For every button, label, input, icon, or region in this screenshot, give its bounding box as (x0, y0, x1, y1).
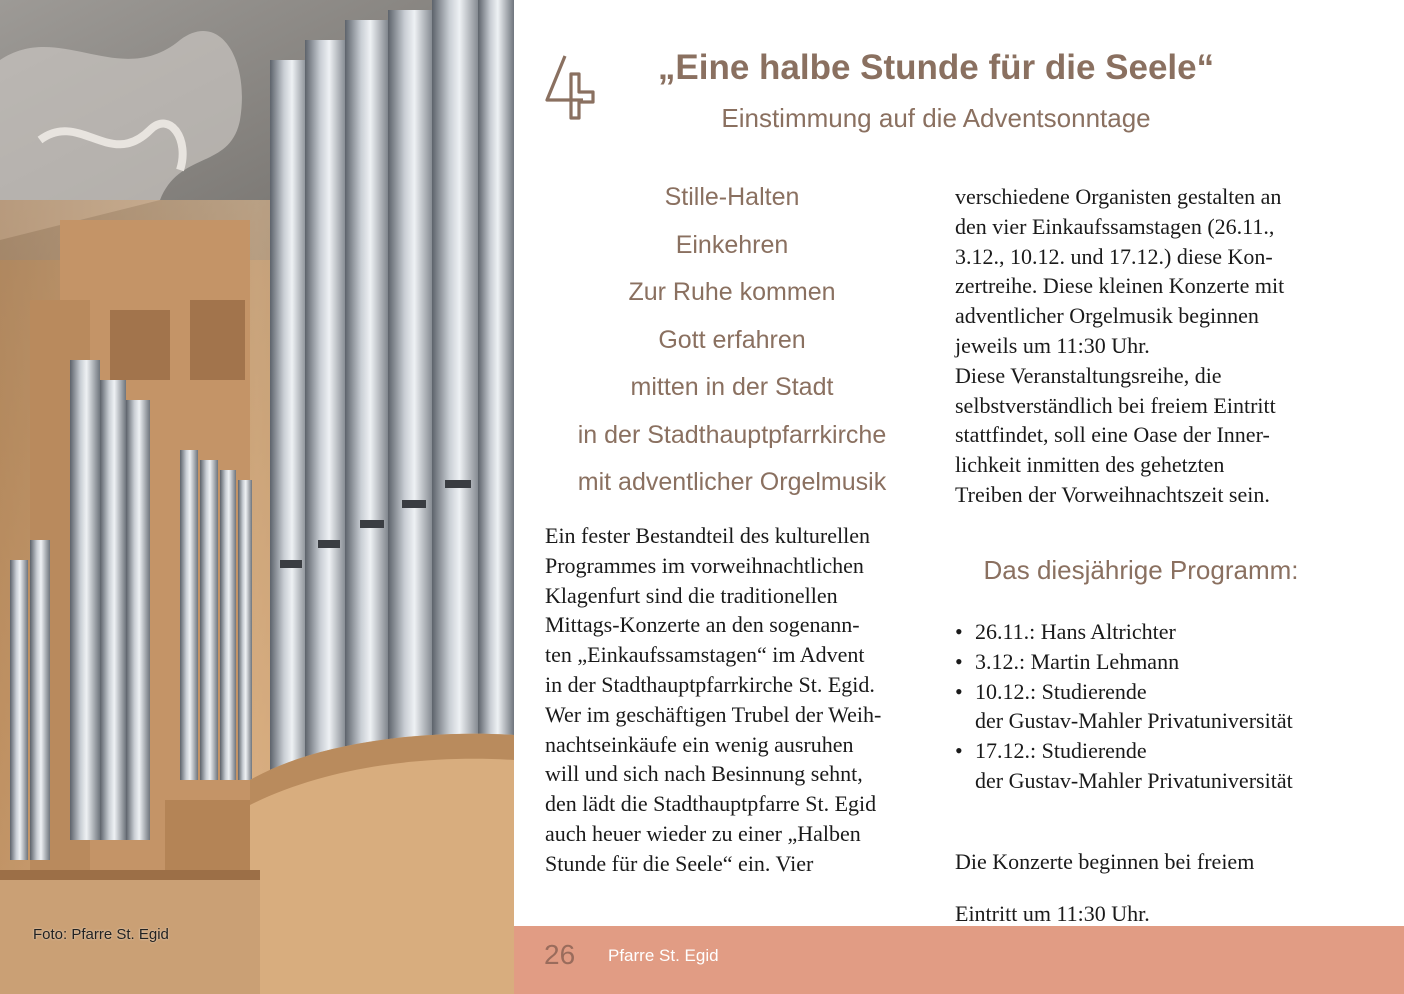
text-line: selbstverständlich bei freiem Eintritt (955, 392, 1276, 418)
program-heading: Das diesjährige Programm: (983, 555, 1299, 585)
text-line: zertreihe. Diese kleinen Konzerte mit (955, 273, 1285, 299)
text-line: den lädt die Stadthauptpfarre St. Egid (545, 791, 877, 817)
program-item (955, 677, 1375, 737)
program-item-date: • 26.11.: Hans Altrichter (975, 619, 1176, 644)
motto-list (540, 174, 924, 507)
text-line: den vier Einkaufssamstagen (26.11., (955, 213, 1275, 239)
text-line: in der Stadthauptpfarrkirche St. Egid. (545, 671, 875, 697)
text-line: lichkeit inmitten des gehetzten (955, 452, 1225, 478)
photo-credit: Foto: Pfarre St. Egid (33, 926, 169, 943)
text-line: will und sich nach Besinnung sehnt, (545, 761, 863, 787)
text-line: Ein fester Bestandteil des kulturellen (545, 523, 871, 548)
page-title: „Eine halbe Stunde für die Seele“ (657, 48, 1215, 87)
text-line: verschiedene Organisten gestalten an (955, 184, 1282, 209)
text-line: stattfindet, soll eine Oase der Inner- (955, 422, 1270, 448)
program-item-detail: der Gustav-Mahler Privatuniversität (975, 767, 1293, 793)
motto-item: Einkehren (675, 230, 789, 259)
text-line: Eintritt um 11:30 Uhr. (955, 900, 1150, 926)
program-list (955, 617, 1375, 796)
program-item (955, 736, 1375, 796)
text-line: jeweils um 11:30 Uhr. (955, 332, 1150, 358)
text-line: Treiben der Vorweihnachtszeit sein. (955, 481, 1270, 507)
text-line: Stunde für die Seele“ ein. Vier (545, 850, 814, 876)
organ-photo (0, 0, 514, 994)
motto-item: mitten in der Stadt (630, 373, 834, 401)
body-text-left (545, 521, 925, 879)
text-line: Mittags-Konzerte an den sogenann- (545, 612, 860, 638)
motto-item: Zur Ruhe kommen (628, 278, 836, 306)
program-item-date: • 3.12.: Martin Lehmann (975, 648, 1180, 674)
motto-item: in der Stadthauptpfarrkirche (577, 420, 887, 449)
page-number: 26 (544, 939, 576, 970)
motto-item: Stille-Halten (664, 183, 800, 211)
organ-pipes-illustration (0, 0, 514, 994)
motto-item: mit adventlicher Orgelmusik (577, 468, 887, 496)
text-line: Klagenfurt sind die traditionellen (545, 582, 838, 608)
program-item (955, 647, 1375, 677)
text-line: nachtseinkäufe ein wenig ausruhen (545, 731, 854, 757)
program-item-date: • 17.12.: Studierende (975, 738, 1147, 764)
text-line: Diese Veranstaltungsreihe, die (955, 362, 1222, 388)
program-item-date: • 10.12.: Studierende (975, 678, 1147, 704)
body-text-right (955, 182, 1375, 510)
page-subtitle: Einstimmung auf die Adventsonntage (721, 103, 1151, 133)
text-line: adventlicher Orgelmusik beginnen (955, 303, 1259, 329)
text-line: ten „Einkaufssamstagen“ im Advent (545, 642, 865, 668)
text-line: auch heuer wieder zu einer „Halben (545, 820, 861, 846)
footer-label: Pfarre St. Egid (608, 946, 719, 965)
text-line: 3.12., 10.12. und 17.12.) diese Kon- (955, 243, 1273, 269)
motto-item: Gott erfahren (658, 325, 806, 354)
text-line: Wer im geschäftigen Trubel der Weih- (545, 701, 882, 727)
text-line: Programmes im vorweihnachtlichen (545, 552, 864, 578)
program-item (955, 617, 1375, 647)
program-item-detail: der Gustav-Mahler Privatuniversität (975, 708, 1293, 734)
text-line: Die Konzerte beginnen bei freiem (955, 849, 1255, 874)
page-footer (514, 926, 1404, 994)
